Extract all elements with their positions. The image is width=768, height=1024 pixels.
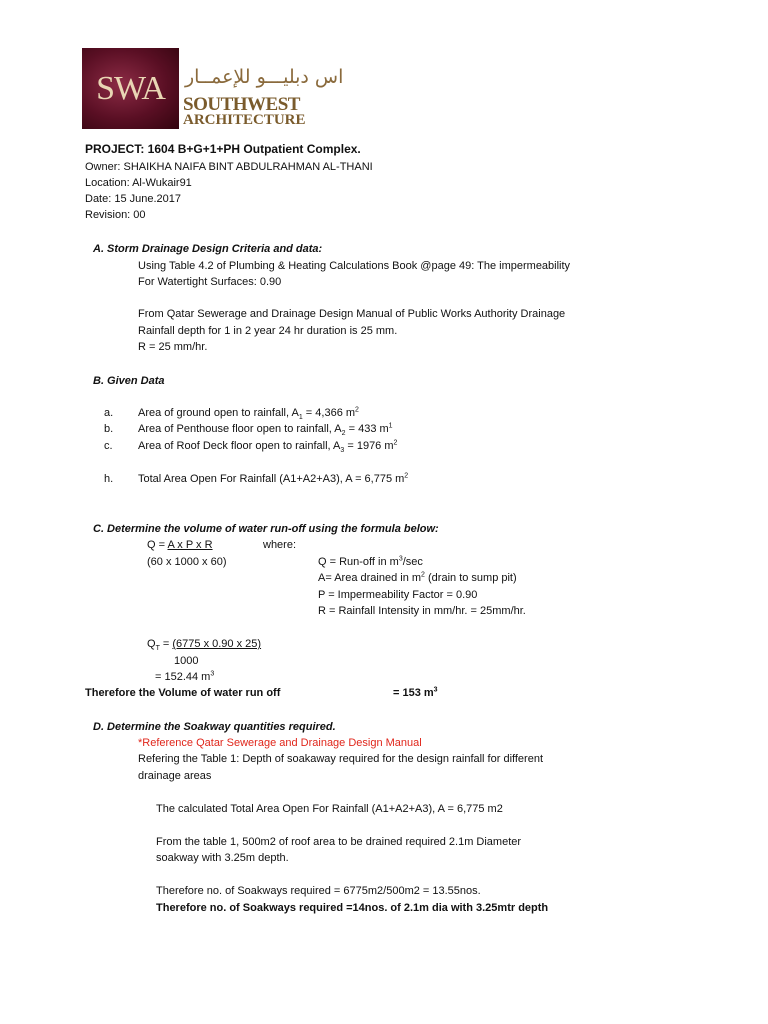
section-b-title: B. Given Data <box>93 375 165 387</box>
project-title: PROJECT: 1604 B+G+1+PH Outpatient Complex. <box>85 142 361 156</box>
qt-result: = 152.44 $m^3$ <box>155 670 215 683</box>
definition-r: R = Rainfall Intensity in mm/hr. = 25mm/hr. <box>318 605 526 617</box>
calculated-area-line: The calculated Total Area Open For Rainfall (A1+A2+A3), A = 6,775 m2 <box>156 803 503 815</box>
total-area-line: Total Area Open For Rainfall (A1+A2+A3), A = 6,775 $m^2$ <box>138 472 409 485</box>
formula-denominator: (60 x 1000 x 60) <box>147 556 227 568</box>
section-a-title: A. Storm Drainage Design Criteria and data: <box>93 243 323 255</box>
runoff-value: = 153 $m^3$ <box>393 686 438 699</box>
logo-name-line2: ARCHITECTURE <box>183 112 306 128</box>
runoff-conclusion: Therefore the Volume of water run off <box>85 687 281 699</box>
item-marker: h. <box>104 473 114 485</box>
given-item-c: Area of Roof Deck floor open to rainfall, $A_3 = 1976$ $m^2$ <box>138 439 398 455</box>
date-line: Date: 15 June.2017 <box>85 193 182 205</box>
soakway-result: Therefore no. of Soakways required =14nos. of 2.1m dia with 3.25mtr depth <box>156 902 549 914</box>
section-a-line2: For Watertight Surfaces: 0.90 <box>138 276 282 288</box>
definition-p: P = Impermeability Factor = 0.90 <box>318 589 478 601</box>
logo-letters: SWA <box>96 69 165 107</box>
where-label: where: <box>263 539 297 551</box>
logo-arabic-name: اس دبليـــو للإعمــار <box>185 66 344 88</box>
definition-q: Q = Run-off in $m^3/\sec$ <box>318 555 423 568</box>
given-item-b: Area of Penthouse floor open to rainfall, $A_2 = 433$ $m^1$ <box>138 422 393 438</box>
company-logo <box>82 48 179 129</box>
table-line1: From the table 1, 500m2 of roof area to be drained required 2.1m Diameter <box>156 836 522 848</box>
qt-denominator: 1000 <box>174 655 199 667</box>
table-line2: soakway with 3.25m depth. <box>156 852 289 864</box>
reference-line1: Refering the Table 1: Depth of soakaway required for the design rainfall for different <box>138 753 544 765</box>
revision-line: Revision: 00 <box>85 209 146 221</box>
logo-name-line1: SOUTHWEST <box>183 94 300 115</box>
section-a-line3: From Qatar Sewerage and Drainage Design Manual of Public Works Authority Drainage <box>138 308 566 320</box>
section-a-line4: Rainfall depth for 1 in 2 year 24 hr duration is 25 mm. <box>138 325 398 337</box>
owner-line: Owner: SHAIKHA NAIFA BINT ABDULRAHMAN AL-THANI <box>85 161 373 173</box>
section-c-title: C. Determine the volume of water run-off using the formula below: <box>93 523 439 535</box>
location-line: Location: Al-Wukair91 <box>85 177 192 189</box>
soakway-calc: Therefore no. of Soakways required = 6775m2/500m2 = 13.55nos. <box>156 885 481 897</box>
definition-a: A= Area drained in $m^2$ (drain to sump pit) <box>318 571 517 584</box>
section-a-line1: Using Table 4.2 of Plumbing & Heating Calculations Book @page 49: The impermeability <box>138 260 571 272</box>
reference-note: *Reference Qatar Sewerage and Drainage Design Manual <box>138 737 422 749</box>
item-marker: a. <box>104 407 114 419</box>
reference-line2: drainage areas <box>138 770 212 782</box>
given-item-a: Area of ground open to rainfall, $A_1 = 4,366$ $m^2$ <box>138 406 359 422</box>
section-d-title: D. Determine the Soakway quantities required. <box>93 721 336 733</box>
item-marker: b. <box>104 423 114 435</box>
section-a-line5: R = 25 mm/hr. <box>138 341 208 353</box>
formula-q: Q = A x P x R <box>147 539 213 551</box>
qt-formula: $Q_T = (6775$ x 0.90 x 25) <box>147 638 262 653</box>
item-marker: c. <box>104 440 113 452</box>
